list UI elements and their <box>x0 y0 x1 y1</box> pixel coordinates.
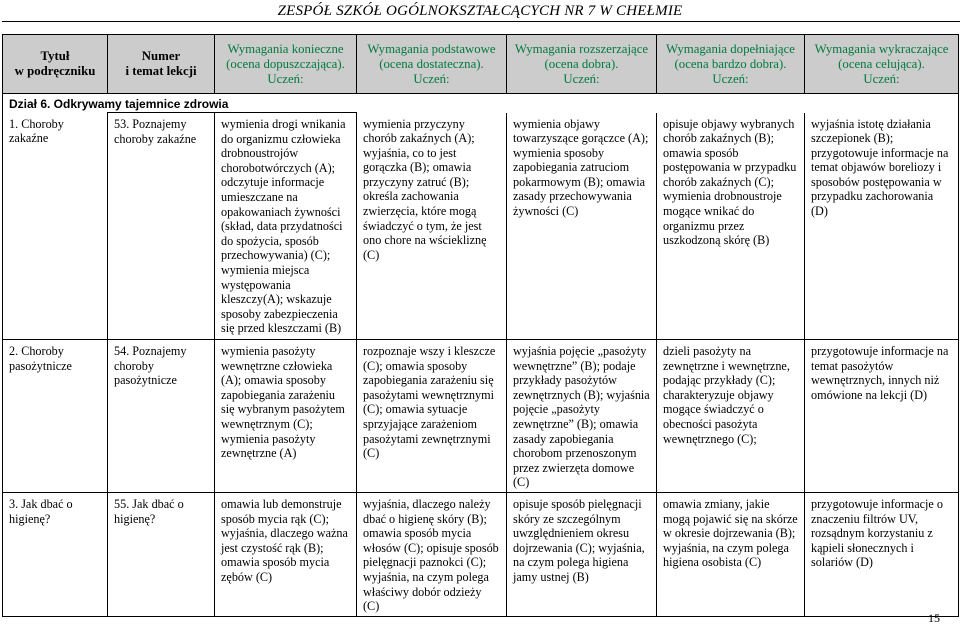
column-header-konieczne: Wymagania konieczne (ocena dopuszczająca). Uczeń: <box>215 35 357 94</box>
cell-konieczne: omawia lub demonstruje sposób mycia rąk (C); wyjaśnia, dlaczego ważna jest czystość rąk (B); omawia sposób mycia zębów (C) <box>215 492 357 616</box>
cell-wykraczajace: przygotowuje informacje na temat pasożytów wewnętrznych, innych niż omówione na lekcji (D) <box>805 340 959 493</box>
cell-title: 1. Choroby zakaźne <box>3 113 108 340</box>
cell-rozszerzajace: wyjaśnia pojęcie „pasożyty wewnętrzne” (B); podaje przykłady pasożytów zewnętrznych (B); wyjaśnia pojęcie „pasożyty zewnętrzne” (B); omawia zasady zapobiegania chorobom przenoszonym przez zwierzęta domowe (C) <box>507 340 657 493</box>
cell-konieczne: wymienia drogi wnikania do organizmu człowieka drobnoustrojów chorobotwórczych (A); odczytuje informacje umieszczane na opakowaniach żywności (skład, data przydatności do spożycia, sposób przechowywania) (C); wymienia miejsca występowania kleszczy(A); wskazuje sposoby zabezpieczenia się przed kleszczami (B) <box>215 113 357 340</box>
cell-dopelniajace: omawia zmiany, jakie mogą pojawić się na skórze w okresie dojrzewania (B); wyjaśnia, na czym polega higiena osobista (C) <box>657 492 805 616</box>
cell-lesson: 55. Jak dbać o higienę? <box>108 492 215 616</box>
cell-wykraczajace: wyjaśnia istotę działania szczepionek (B); przygotowuje informacje na temat objawów boreliozy i sposobów postępowania w przypadku zachorowania (D) <box>805 113 959 340</box>
cell-lesson: 54. Poznajemy choroby pasożytnicze <box>108 340 215 493</box>
cell-wykraczajace: przygotowuje informacje o znaczeniu filtrów UV, rozsądnym korzystaniu z kąpieli słonecznych i solariów (D) <box>805 492 959 616</box>
cell-title: 3. Jak dbać o higienę? <box>3 492 108 616</box>
cell-lesson: 53. Poznajemy choroby zakaźne <box>108 113 215 340</box>
column-header-rozszerzajace: Wymagania rozszerzające (ocena dobra). Uczeń: <box>507 35 657 94</box>
column-header-dopelniajace: Wymagania dopełniające (ocena bardzo dobra). Uczeń: <box>657 35 805 94</box>
table-row <box>3 492 959 616</box>
cell-title: 2. Choroby pasożytnicze <box>3 340 108 493</box>
section-row <box>3 94 959 113</box>
table-row <box>3 340 959 493</box>
column-header-wykraczajace: Wymagania wykraczające (ocena celująca). Uczeń: <box>805 35 959 94</box>
page-number: 15 <box>928 611 940 625</box>
requirements-table <box>2 34 959 617</box>
table-header-row <box>3 35 959 94</box>
cell-dopelniajace: opisuje objawy wybranych chorób zakaźnych (B); omawia sposób postępowania w przypadku chorób zakaźnych (C); wymienia drobnoustroje mogące wnikać do organizmu przez uszkodzoną skórę (B) <box>657 113 805 340</box>
cell-rozszerzajace: opisuje sposób pielęgnacji skóry ze szczególnym uwzględnieniem okresu dojrzewania (C); wyjaśnia, na czym polega higiena jamy ustnej (B) <box>507 492 657 616</box>
cell-podstawowe: wyjaśnia, dlaczego należy dbać o higienę skóry (B); omawia sposób mycia włosów (C); opisuje sposób pielęgnacji paznokci (C); wyjaśnia, na czym polega właściwy dobór odzieży (C) <box>357 492 507 616</box>
column-header-podstawowe: Wymagania podstawowe (ocena dostateczna). Uczeń: <box>357 35 507 94</box>
cell-rozszerzajace: wymienia objawy towarzyszące gorączce (A); wymienia sposoby zapobiegania zatruciom pokarmowym (B); omawia zasady przechowywania żywności (C) <box>507 113 657 340</box>
header-divider <box>2 21 960 22</box>
cell-dopelniajace: dzieli pasożyty na zewnętrzne i wewnętrzne, podając przykłady (C); charakteryzuje objawy mogące świadczyć o obecności pasożyta wewnętrznego (C); <box>657 340 805 493</box>
column-header-title: Tytuł w podręczniku <box>3 35 108 94</box>
column-header-lesson: Numer i temat lekcji <box>108 35 215 94</box>
page-header-title: ZESPÓŁ SZKÓŁ OGÓLNOKSZTAŁCĄCYCH NR 7 W CHEŁMIE <box>277 3 683 19</box>
cell-podstawowe: wymienia przyczyny chorób zakaźnych (A); wyjaśnia, co to jest gorączka (B); omawia przyczyny zatruć (B); określa zachowania zwierzęcia, które mogą świadczyć o tym, że jest ono chore na wściekliznę (C) <box>357 113 507 340</box>
cell-podstawowe: rozpoznaje wszy i kleszcze (C); omawia sposoby zapobiegania zarażeniu się pasożytami wewnętrznymi (C); omawia sytuacje sprzyjające zarażeniom pasożytami zewnętrznymi (C) <box>357 340 507 493</box>
section-title: Dział 6. Odkrywamy tajemnice zdrowia <box>3 94 959 113</box>
table-row <box>3 113 959 340</box>
cell-konieczne: wymienia pasożyty wewnętrzne człowieka (A); omawia sposoby zapobiegania zarażeniu się wybranym pasożytem wewnętrznym (C); wymienia pasożyty zewnętrzne (A) <box>215 340 357 493</box>
